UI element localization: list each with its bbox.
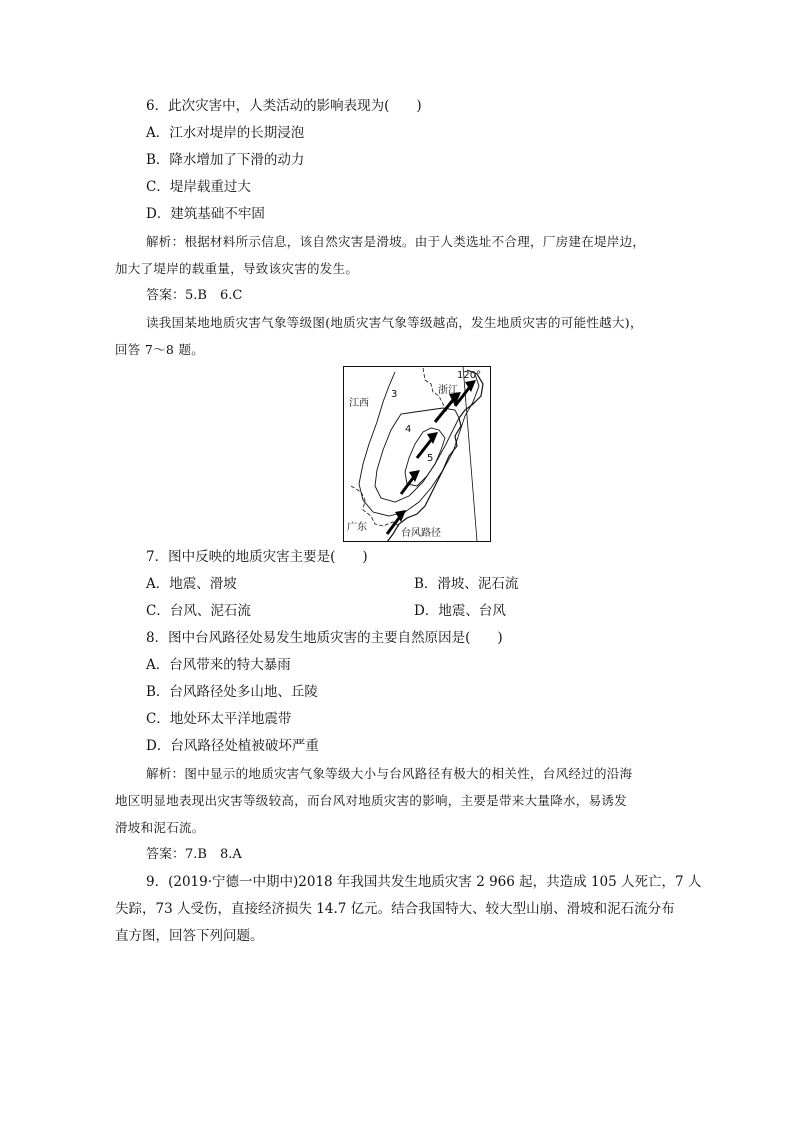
answer1: 答案：5.B 6.C — [146, 288, 243, 303]
q7-stem: 7．图中反映的地质灾害主要是( ) — [146, 549, 368, 565]
label-contour-4: 4 — [405, 424, 412, 435]
q9-line1: 9．(2019·宁德一中期中)2018 年我国共发生地质灾害 2 966 起，共造成 105 人死亡，7 人 — [146, 874, 702, 890]
q9-line2: 失踪，73 人受伤，直接经济损失 14.7 亿元。结合我国特大、较大型山崩、滑坡和泥石流分布 — [115, 901, 675, 917]
analysis2-line2: 地区明显地表现出灾害等级较高，而台风对地质灾害的影响，主要是带来大量降水，易诱发 — [115, 793, 628, 808]
q6-option-a: A．江水对堤岸的长期浸泡 — [146, 125, 305, 141]
analysis2-line3: 滑坡和泥石流。 — [115, 820, 205, 835]
analysis2-line1: 解析：图中显示的地质灾害气象等级大小与台风路径有极大的相关性，台风经过的沿海 — [146, 766, 633, 781]
q7-option-c: C．台风、泥石流 — [146, 603, 251, 619]
q8-option-c: C．地处环太平洋地震带 — [146, 711, 292, 727]
q7-option-d: D．地震、台风 — [414, 603, 506, 619]
answer2: 答案：7.B 8.A — [146, 847, 242, 862]
q6-option-b: B．降水增加了下滑的动力 — [146, 152, 305, 168]
q7-option-b: B．滑坡、泥石流 — [414, 576, 519, 592]
intro-line2: 回答 7～8 题。 — [115, 342, 205, 357]
analysis1-line1: 解析：根据材料所示信息，该自然灾害是滑坡。由于人类选址不合理，厂房建在堤岸边， — [146, 234, 646, 249]
q6-stem: 6．此次灾害中，人类活动的影响表现为( ) — [146, 98, 422, 114]
analysis1-line2: 加大了堤岸的载重量，导致该灾害的发生。 — [115, 261, 359, 276]
label-120-degree: 120° — [457, 370, 482, 381]
label-contour-5: 5 — [427, 453, 434, 464]
label-typhoon-path: 台风路径 — [401, 528, 441, 539]
q8-stem: 8．图中台风路径处易发生地质灾害的主要自然原因是( ) — [146, 630, 503, 646]
q8-option-b: B．台风路径处多山地、丘陵 — [146, 684, 318, 700]
q6-option-c: C．堤岸载重过大 — [146, 179, 251, 195]
q7-option-a: A．地震、滑坡 — [146, 576, 237, 592]
q9-line3: 直方图，回答下列问题。 — [115, 928, 264, 944]
label-guangdong: 广东 — [347, 522, 367, 533]
label-jiangxi: 江西 — [349, 398, 369, 409]
label-contour-3: 3 — [391, 389, 398, 400]
intro-line1: 读我国某地地质灾害气象等级图(地质灾害气象等级越高，发生地质灾害的可能性越大)， — [146, 315, 643, 330]
label-zhejiang: 浙江 — [438, 385, 458, 396]
q6-option-d: D．建筑基础不牢固 — [146, 206, 265, 222]
q8-option-a: A．台风带来的特大暴雨 — [146, 657, 291, 673]
geological-hazard-map — [343, 366, 491, 542]
q8-option-d: D．台风路径处植被破坏严重 — [146, 738, 319, 754]
